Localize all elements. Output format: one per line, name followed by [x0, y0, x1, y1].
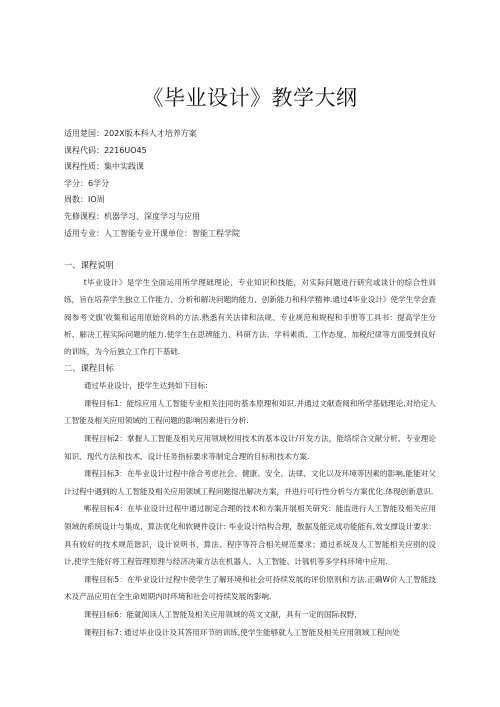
- meta-line-credits: 学分：6学分: [64, 178, 110, 188]
- section-heading-course-description: 一、课程说明: [64, 260, 114, 270]
- document-title: 《毕业设计》教学大纲: [142, 86, 358, 110]
- course-description-paragraph: t毕业设计》是学生全面运用所学理础理论、专业知识和技能，对实际问题进行研究或谈计的综合性训练，旨在培养学生独立工作能力、分析和解决问题的能力、创新能力和科学精神.通过4毕业设计》使学生学会查阅参考文旗'收集和运用原始资料的方法.熟悉有关法律和法规、专业规范和规程和手册等工具书：提高学生分析、解决工程实际问题的能力.使学生在思辨能力、科研方法、学科素质、工作态度、加税纪律等方面受到良好的训练，为今后独立工作打下基础.: [64, 278, 436, 357]
- meta-line-scheme: 适用楚国：202X版本科人才培养方案: [64, 129, 197, 138]
- meta-line-prerequisites: 先修课程：机器学习、深度学习与应用: [64, 211, 200, 221]
- meta-line-course-code: 课程代码：2216UO45: [64, 145, 147, 155]
- goal-paragraph-1: 课程目标1：能综应用人工智能专业相关注同的基本原理和知识.并通过文献查阅和所学基础理论,对给定人工智能及相关应用领域的工程问题的影响因素进行分析.: [64, 398, 436, 426]
- goal-paragraph-2: 课程目标2：掌握人工智能及相关应用领域校用技术的基本设计/开发方法，能络综合文献分析、专业理论知识、现代方法和技术、设计任务指标要求等制定合理的目标和技术方案.: [64, 433, 436, 461]
- course-meta: [64, 126, 464, 242]
- meta-line-major-unit: 适用专业：人工智能专业开课单位：智能工程学院: [64, 228, 240, 238]
- goals-intro-paragraph: 通过毕业设计，使学生达到如下目标:: [83, 381, 208, 391]
- goal-paragraph-5: 课程目标5：在毕业设计过程中使学生了解环境和社会可持续发展的评价原则和方法.正确W价人工智能技术及产品应用在全生命周期内时环境和社会可持续发展的影响.: [64, 574, 436, 602]
- goal-paragraph-3: 课程目标3：在毕业设计过程中徐合考虑社会、健康、安全、法律、文化以及环境等因素的影响,能能对父计过程中遇到的人工智能及相关应用领域工程问题提出解决方案，并进行可行性分析与方案优化.体现创新意识.: [64, 469, 436, 496]
- goal-paragraph-4: 郸程目标4：在毕业设计过程中通过制定合理的技术和方案开展相关研究：能监进行人工智能及相关应用领域的系统设计与集成、算法优化和软硬件设计: 毕业设计结构合理，散据及能完成功能能有,效支撑设计要求：具有较好的技术规范谐识，设计说明书、算法、程序等符合相关规范要求；通过系统及人工智能相关应别的设计,使学生能好将工程管理原理与经济决策方法在机器人、人工智能、计瓠机等多学科环境中应用.: [64, 504, 436, 567]
- meta-line-weeks: 周数：IO周: [64, 195, 105, 205]
- meta-line-course-type: 课程性质：集中实践课: [64, 162, 144, 172]
- document-body: [64, 257, 436, 641]
- goal-paragraph-6: 课程目标6：能就阅读人工智能及相关应用领域的英文文献，具有一定的国际叔野,: [83, 609, 357, 619]
- goal-paragraph-7: 课程目标7: 通过毕业设计及其答用环节的训练,使学生能够就人工智能及相关应用领域工程向处: [83, 627, 400, 637]
- section-heading-course-goals: 二、课程目标: [64, 363, 114, 374]
